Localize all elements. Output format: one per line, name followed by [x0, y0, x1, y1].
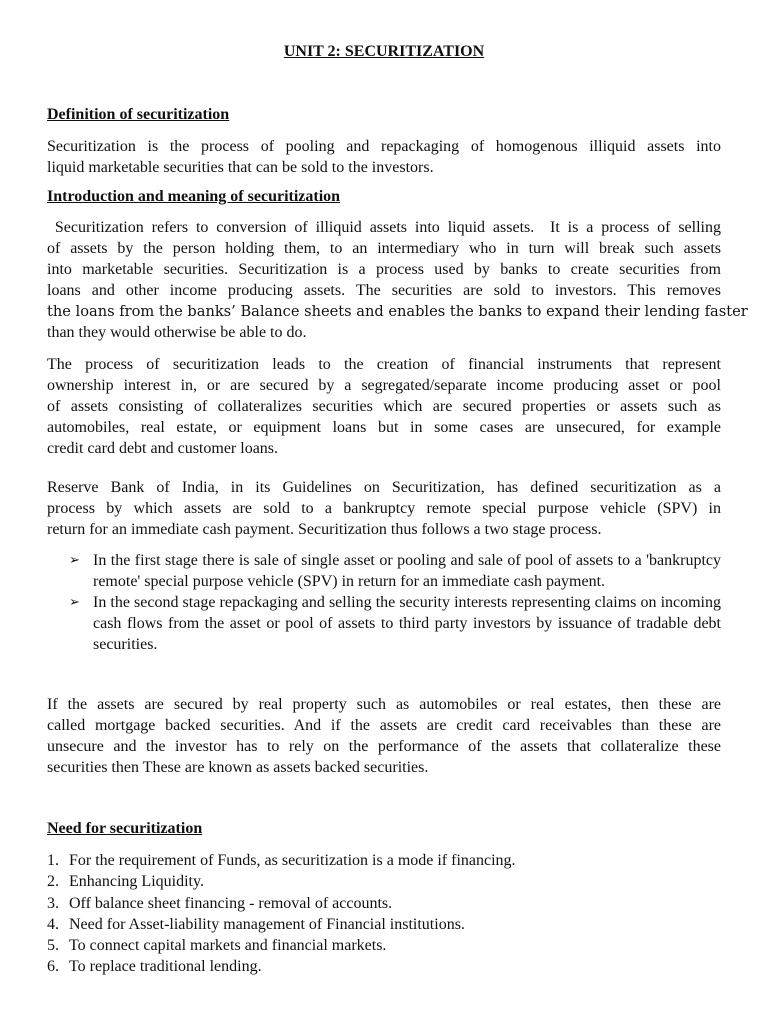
list-item-text: In the first stage there is sale of single asset or pooling and sale of pool of assets to a 'bankruptcy remote' special purpose vehicle (SPV) in return for an immediate cash payment. [93, 552, 721, 590]
text-line: liquid marketable securities that can be sold to the investors. [47, 159, 434, 176]
text-line: The process of securitization leads to the creation of financial instruments that represent [47, 356, 721, 373]
text-line: return for an immediate cash payment. Securitization thus follows a two stage process. [47, 521, 602, 538]
text-line: the loans from the banks’ Balance sheets and enables the banks to expand their lending faster [47, 303, 748, 320]
list-item [47, 871, 721, 892]
definition-heading: Definition of securitization [47, 106, 230, 123]
introduction-paragraph-2 [47, 354, 721, 459]
introduction-paragraph-3 [47, 477, 721, 540]
text-line: of assets consisting of collateralizes securities which are secured properties or assets such as [47, 398, 721, 415]
text-line: securities then These are known as assets backed securities. [47, 759, 429, 776]
list-item-text: Off balance sheet financing - removal of accounts. [69, 894, 393, 912]
list-item-text: To connect capital markets and financial markets. [69, 937, 387, 955]
list-number: 1. [47, 852, 59, 869]
text-line: Reserve Bank of India, in its Guidelines on Securitization, has defined securitization as a [47, 479, 721, 496]
text-line: Securitization is the process of pooling and repackaging of homogenous illiquid assets into [47, 138, 721, 155]
text-line: process by which assets are sold to a bankruptcy remote special purpose vehicle (SPV) in [47, 500, 721, 517]
page-title: UNIT 2: SECURITIZATION [283, 43, 485, 60]
text-line: credit card debt and customer loans. [47, 440, 279, 457]
text-line: than they would otherwise be able to do. [47, 324, 307, 341]
introduction-paragraph-4 [47, 694, 721, 778]
text-line: ownership interest in, or are secured by a segregated/separate income producing asset or pool [47, 377, 721, 394]
list-item [47, 935, 721, 956]
list-item [47, 850, 721, 871]
list-item-text: Need for Asset-liability management of Financial institutions. [69, 915, 465, 933]
list-item [47, 914, 721, 935]
list-item-text: Enhancing Liquidity. [69, 873, 204, 891]
list-number: 4. [47, 915, 59, 933]
text-line: If the assets are secured by real property such as automobiles or real estates, then these are [47, 696, 721, 713]
arrow-bullet-icon: ➢ [69, 553, 80, 568]
list-number: 2. [47, 873, 59, 891]
definition-paragraph [47, 136, 721, 178]
text-line: loans and other income producing assets. The securities are sold to investors. This removes [47, 282, 721, 299]
process-stages-list [69, 550, 721, 655]
list-item [69, 592, 721, 655]
introduction-paragraph-1 [47, 217, 748, 343]
list-number: 5. [47, 937, 59, 955]
list-item-text: To replace traditional lending. [69, 958, 262, 976]
list-item [47, 893, 721, 914]
list-item [47, 956, 721, 977]
text-line: automobiles, real estate, or equipment loans but in some cases are unsecured, for example [47, 419, 721, 436]
text-line: Securitization refers to conversion of illiquid assets into liquid assets. It is a process of selling [47, 219, 721, 236]
list-number: 3. [47, 894, 59, 912]
text-line: into marketable securities. Securitization is a process used by banks to create securities from [47, 261, 721, 278]
need-heading: Need for securitization [47, 820, 203, 837]
introduction-heading: Introduction and meaning of securitization [47, 188, 341, 205]
list-item [69, 550, 721, 592]
arrow-bullet-icon: ➢ [69, 595, 80, 610]
list-item-text: For the requirement of Funds, as securitization is a mode if financing. [69, 852, 516, 869]
text-line: called mortgage backed securities. And if the assets are credit card receivables than these are [47, 717, 721, 734]
list-number: 6. [47, 958, 59, 976]
text-line: of assets by the person holding them, to an intermediary who in turn will break such assets [47, 240, 721, 257]
text-line: unsecure and the investor has to rely on the performance of the assets that collateralize these [47, 738, 721, 755]
list-item-text: In the second stage repackaging and selling the security interests representing claims on incoming cash flows from the asset or pool of assets to third party investors by issuance of tradable debt securities. [93, 594, 721, 653]
need-list [47, 850, 721, 978]
